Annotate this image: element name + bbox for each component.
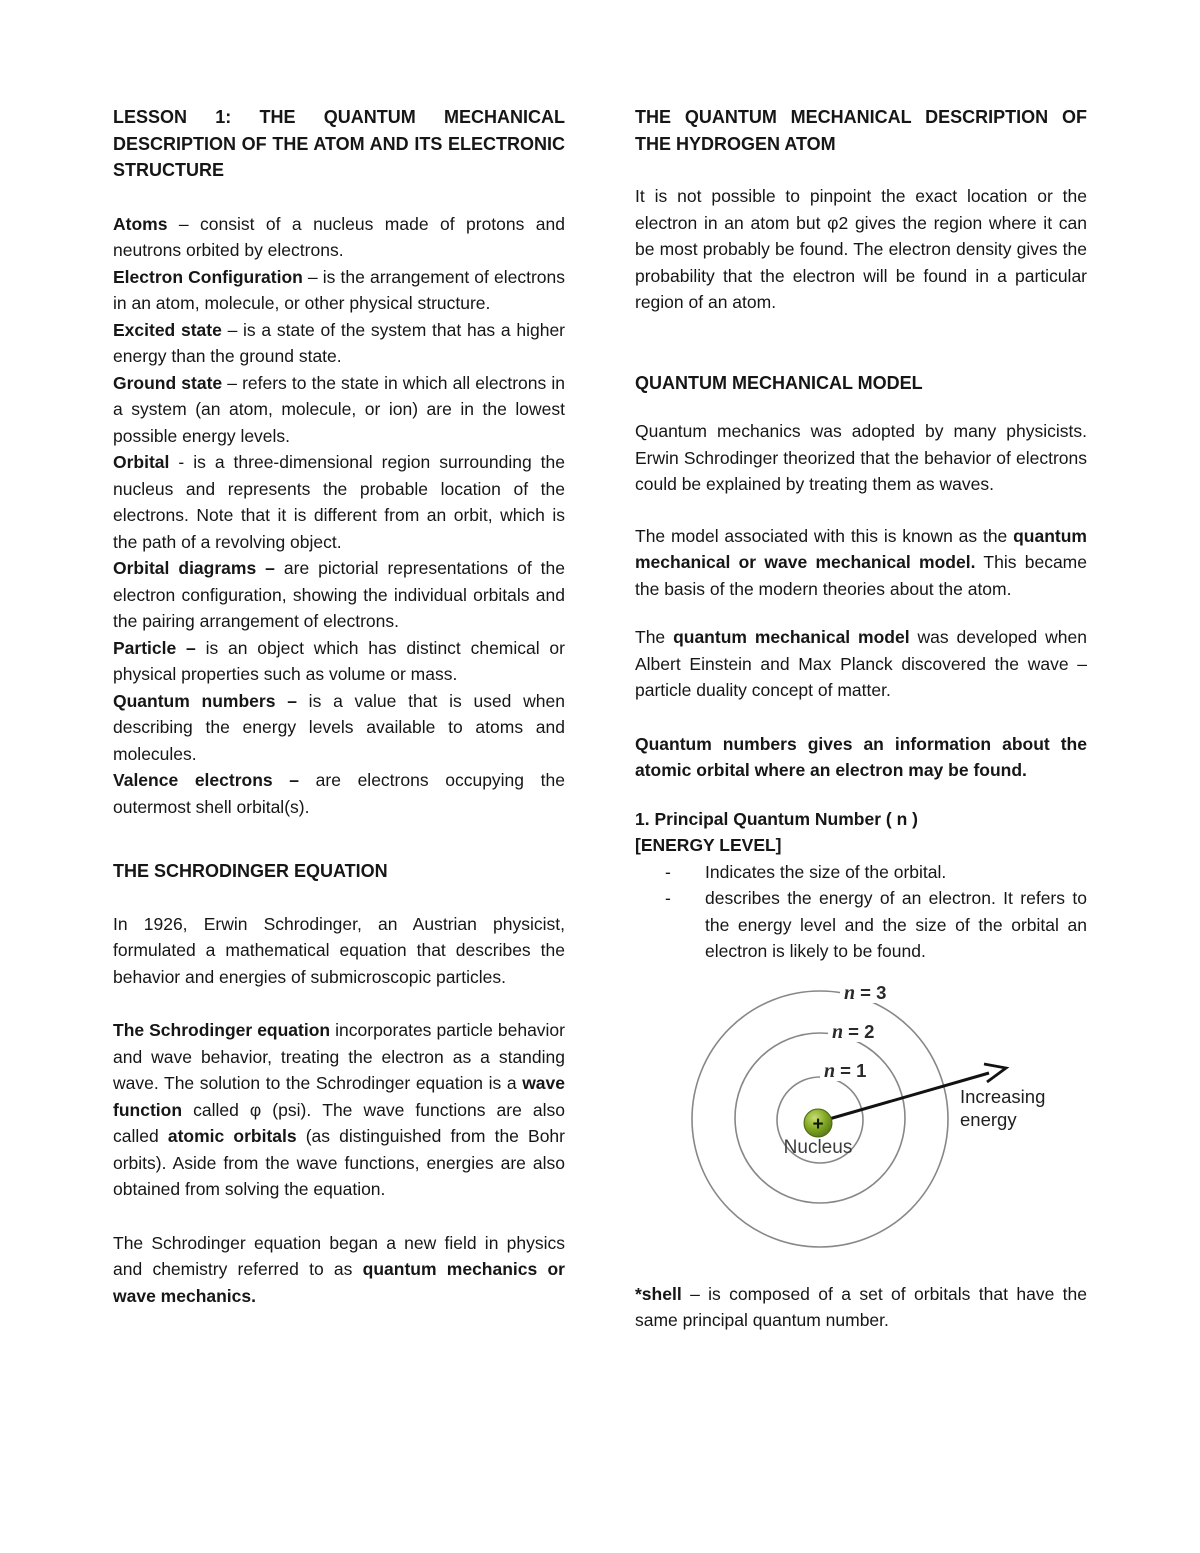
- definition-atoms: Atoms – consist of a nucleus made of protons and neutrons orbited by electrons.: [113, 213, 565, 260]
- list-item: [635, 859, 1087, 886]
- left-column: [113, 104, 565, 1336]
- definition-orbital: Orbital - is a three-dimensional region surrounding the nucleus and represents the probable location of the electrons. Note that it is different from an orbit, which is the path of a revolving object.: [113, 452, 565, 552]
- paragraph-model-associated: The model associated with this is known as the quantum mechanical or wave mechanical model. This became the basis of the modern theories about the atom.: [635, 525, 1087, 599]
- definition-excited-state: Excited state – is a state of the system that has a higher energy than the ground state.: [113, 319, 566, 366]
- bullet-dash: -: [665, 861, 671, 882]
- paragraph-developed: The quantum mechanical model was developed when Albert Einstein and Max Planck discovered the wave – particle duality concept of matter.: [635, 627, 1087, 700]
- increasing-energy-label-line1: Increasing: [960, 1085, 1046, 1107]
- right-column: [635, 104, 1087, 1334]
- schrodinger-equation-heading: THE SCHRODINGER EQUATION: [113, 861, 388, 881]
- definition-particle: Particle – is an object which has distinct chemical or physical properties such as volume or mass.: [113, 637, 565, 684]
- list-item-text: describes the energy of an electron. It refers to the energy level and the size of the orbital an electron is likely to be found.: [705, 888, 1087, 961]
- plus-symbol: +: [812, 1113, 824, 1135]
- paragraph-new-field: The Schrodinger equation began a new field in physics and chemistry referred to as quantum mechanics or wave mechanics.: [113, 1232, 565, 1306]
- principal-quantum-number-heading: 1. Principal Quantum Number ( n ): [635, 808, 918, 829]
- definition-valence-electrons: Valence electrons – are electrons occupying the outermost shell orbital(s).: [113, 770, 565, 817]
- bullet-dash: -: [665, 888, 671, 908]
- shell-label-n3: n = 3: [844, 981, 887, 1004]
- shell-label-n1: n = 1: [824, 1059, 867, 1082]
- quantum-mechanical-model-heading: QUANTUM MECHANICAL MODEL: [635, 372, 923, 393]
- energy-level-heading: [ENERGY LEVEL]: [635, 835, 782, 855]
- paragraph-pinpoint: It is not possible to pinpoint the exact location or the electron in an atom but φ2 gives the region where it can be most probably be found. The electron density gives the probability that the electron will be found in a particular region of an atom.: [635, 186, 1087, 312]
- nucleus-label: Nucleus: [783, 1136, 853, 1158]
- shell-label-n2: n = 2: [832, 1020, 875, 1043]
- list-item-text: Indicates the size of the orbital.: [705, 861, 947, 882]
- list-item: [635, 885, 1087, 965]
- paragraph-incorporates: The Schrodinger equation incorporates particle behavior and wave behavior, treating the electron as a standing wave. The solution to the Schrodinger equation is a wave function called φ (psi). The wave functions are also called atomic orbitals (as distinguished from the Bohr orbits). Aside from the wave functions, energies are also obtained from solving the equation.: [113, 1020, 565, 1199]
- hydrogen-atom-heading: THE QUANTUM MECHANICAL DESCRIPTION OF THE HYDROGEN ATOM: [635, 107, 1087, 154]
- definition-electron-configuration: Electron Configuration – is the arrangement of electrons in an atom, molecule, or other physical structure.: [113, 266, 565, 313]
- lesson-title: LESSON 1: THE QUANTUM MECHANICAL DESCRIPTION OF THE ATOM AND ITS ELECTRONIC STRUCTURE: [113, 107, 565, 180]
- definition-orbital-diagrams: Orbital diagrams – are pictorial representations of the electron configuration, showing the individual orbitals and the pairing arrangement of electrons.: [113, 558, 565, 631]
- paragraph-adopted: Quantum mechanics was adopted by many physicists. Erwin Schrodinger theorized that the behavior of electrons could be explained by treating them as waves.: [635, 421, 1087, 494]
- paragraph-1926: In 1926, Erwin Schrodinger, an Austrian physicist, formulated a mathematical equation that describes the behavior and energies of submicroscopic particles.: [113, 913, 565, 987]
- energy-level-diagram: [635, 981, 1087, 1255]
- definition-ground-state: Ground state – refers to the state in which all electrons in a system (an atom, molecule, or ion) are in the lowest possible energy levels.: [113, 372, 565, 446]
- definition-quantum-numbers: Quantum numbers – is a value that is used when describing the energy levels available to atoms and molecules.: [113, 690, 565, 764]
- increasing-energy-label-line2: energy: [960, 1108, 1017, 1130]
- paragraph-quantum-numbers-info: Quantum numbers gives an information about the atomic orbital where an electron may be found.: [635, 733, 1087, 780]
- paragraph-shell-note: *shell – is composed of a set of orbitals that have the same principal quantum number.: [635, 1283, 1087, 1330]
